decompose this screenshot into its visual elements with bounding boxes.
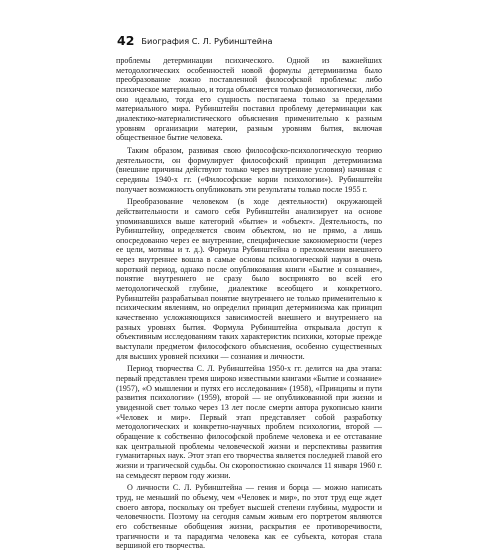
body-text xyxy=(116,56,382,551)
running-title: Биография С. Л. Рубинштейна xyxy=(141,36,273,46)
page-number: 42 xyxy=(117,33,135,48)
paragraph-3: Преобразование человеком (в ходе деятельности) окружающей действительности и самого себя Рубинштейн анализирует на основе упоминавшихся выше категорий «бытие» и «объект». Деятельность, по Рубинштейну, определяется своим объектом, но не прямо, а лишь опосредованно через ее внутренние, специфические закономерности (через ее цели, мотивы и т. д.). Формула Рубинштейна о преломлении внешнего через внутреннее вошла в самые основы психологической науки в очень короткий период, однако после опубликования книги «Бытие и сознание», понятие внутреннего не сразу было воспринято во всей его методологической глубине, диалектике всеобщего и конкретного. Рубинштейн разрабатывал понятие внутреннего не только применительно к психическим явлениям, но определил принцип детерминизма как принцип качественно усложняющихся зависимостей внешнего и внутреннего на разных уровнях бытия. Формула Рубинштейна открывала доступ к объективным исследованиям таких характеристик психики, которые прежде выступали предметом философского объяснения, особенно существенных для высших уровней психики — сознания и личности. xyxy=(116,197,382,361)
paragraph-5: О личности С. Л. Рубинштейна — гения и борца — можно написать труд, не меньший по объему, чем «Человек и мир», по этот труд еще ждет своего автора, поскольку он требует высшей степени глубины, мудрости и человечности. Поэтому на сегодня самым живым его портретом являются его собственные обобщения жизни, раскрытия ее противоречивости, трагичности и та парадигма человека как ее субъекта, которая стала вершиной его творчества. xyxy=(116,483,382,551)
paragraph-1: проблемы детерминации психического. Одной из важнейших методологических особенностей новой формулы детерминизма было преобразование ложно поставленной философской проблемы: либо психическое материально, и тогда объясняется только физиологически, либо оно идеально, тогда его сущность постигаема только за пределами материального мира. Рубинштейн поставил проблему детерминации как диалектико-материалистического объяснения применительно к разным уровням организации материи, разным уровням бытия, включая общественное бытие человека. xyxy=(116,56,382,143)
page-header xyxy=(117,33,382,47)
paragraph-2: Таким образом, развивая свою философско-психологическую теорию деятельности, он формулирует философский принцип детерминизма (внешние причины действуют только через внутренние условия) начиная с середины 1940-х гг. («Философские корни психологии»). Рубинштейн получает возможность опубликовать эти результаты только после 1955 г. xyxy=(116,145,382,194)
paragraph-4: Период творчества С. Л. Рубинштейна 1950-х гг. делится на два этапа: первый представлен тремя широко известными книгами «Бытие и сознание» (1957), «О мышлении и путях его исследования» (1958), «Принципы и пути развития психологии» (1959), второй — не опубликованной при жизни и увиденной свет только через 13 лет после смерти автора рукописью книги «Человек и мир». Первый этап представляет собой разработку методологических и конкретно-научных проблем психологии, второй — обращение к собственно философской проблеме человека и ее отставание как центральной проблемы человеческой жизни и перспективы развития гуманитарных наук. Этот этап его творчества является последней главой его жизни и трагической судьбы. Он скоропостижно скончался 11 января 1960 г. на семьдесят первом году жизни. xyxy=(116,364,382,480)
